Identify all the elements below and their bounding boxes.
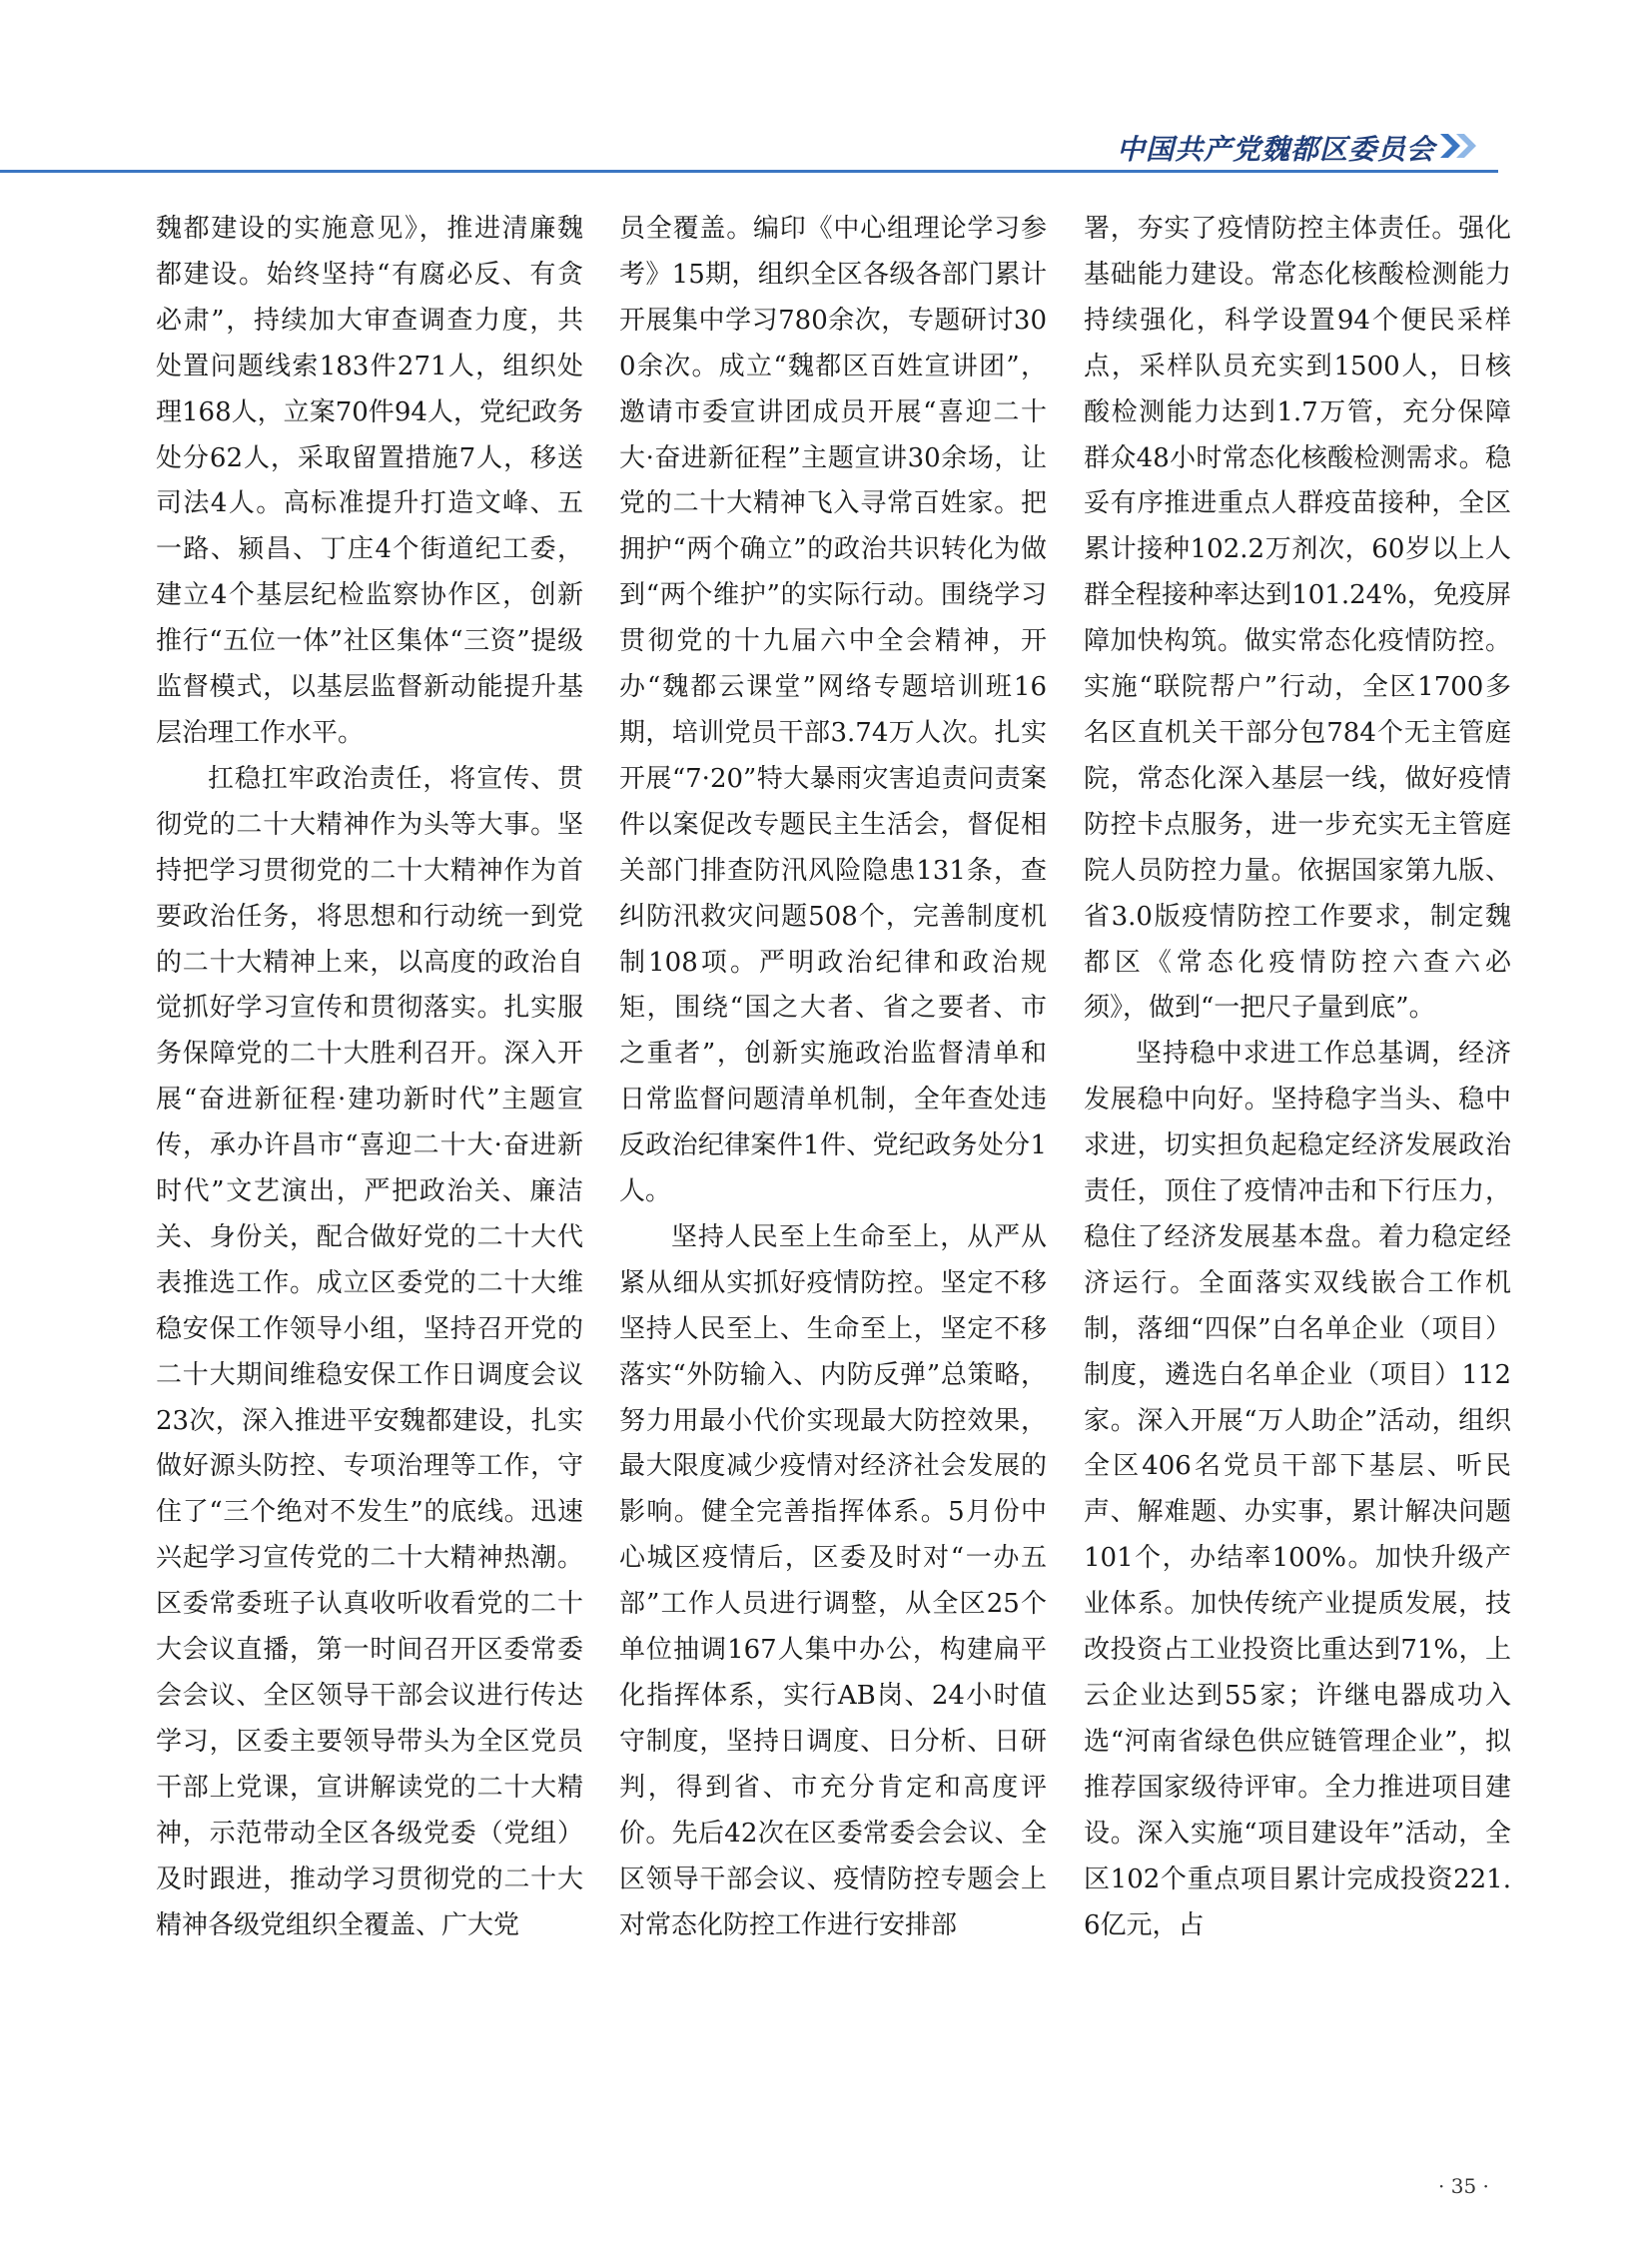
paragraph: 坚持人民至上生命至上，从严从紧从细从实抓好疫情防控。坚定不移坚持人民至上、生命至上，坚定不移落实“外防输入、内防反弹”总策略，努力用最小代价实现最大防控效果，最大限度减少疫情对经济社会发展的影响。健全完善指挥体系。5月份中心城区疫情后，区委及时对“一办五部”工作人员进行调整，从全区25个单位抽调167人集中办公，构建扁平化指挥体系，实行AB岗、24小时值守制度，坚持日调度、日分析、日研判，得到省、市充分肯定和高度评价。先后42次在区委常委会会议、全区领导干部会议、疫情防控专题会上对常态化防控工作进行安排部 — [619, 1221, 1047, 1940]
header-rule — [0, 170, 1498, 173]
header-title: 中国共产党魏都区委员会 — [1117, 133, 1436, 166]
paragraph: 署，夯实了疫情防控主体责任。强化基础能力建设。常态化核酸检测能力持续强化，科学设置94个便民采样点，采样队员充实到1500人，日核酸检测能力达到1.7万管，充分保障群众48小时常态化核酸检测需求。稳妥有序推进重点人群疫苗接种，全区累计接种102.2万剂次，60岁以上人群全程接种率达到101.24%，免疫屏障加快构筑。做实常态化疫情防控。实施“联院帮户”行动，全区1700多名区直机关干部分包784个无主管庭院，常态化深入基层一线，做好疫情防控卡点服务，进一步充实无主管庭院人员防控力量。依据国家第九版、省3.0版疫情防控工作要求，制定魏都区《常态化疫情防控六查六必须》，做到“一把尺子量到底”。 — [1084, 214, 1511, 1024]
double-chevron-right-icon — [1438, 130, 1482, 162]
page-number: · 35 · — [1438, 2174, 1489, 2198]
paragraph: 魏都建设的实施意见》，推进清廉魏都建设。始终坚持“有腐必反、有贪必肃”，持续加大审查调查力度，共处置问题线索183件271人，组织处理168人，立案70件94人，党纪政务处分62人，采取留置措施7人，移送司法4人。高标准提升打造文峰、五一路、颍昌、丁庄4个街道纪工委，建立4个基层纪检监察协作区，创新推行“五位一体”社区集体“三资”提级监督模式，以基层监督新动能提升基层治理工作水平。 — [156, 214, 583, 748]
text-column-2 — [619, 207, 1047, 2084]
text-column-3 — [1084, 207, 1511, 2084]
paragraph: 坚持稳中求进工作总基调，经济发展稳中向好。坚持稳字当头、稳中求进，切实担负起稳定经济发展政治责任，顶住了疫情冲击和下行压力，稳住了经济发展基本盘。着力稳定经济运行。全面落实双线嵌合工作机制，落细“四保”白名单企业（项目）制度，遴选白名单企业（项目）112家。深入开展“万人助企”活动，组织全区406名党员干部下基层、听民声、解难题、办实事，累计解决问题101个，办结率100%。加快升级产业体系。加快传统产业提质发展，技改投资占工业投资比重达到71%，上云企业达到55家；许继电器成功入选“河南省绿色供应链管理企业”，拟推荐国家级待评审。全力推进项目建设。深入实施“项目建设年”活动，全区102个重点项目累计完成投资221.6亿元，占 — [1084, 1039, 1511, 1940]
paragraph: 扛稳扛牢政治责任，将宣传、贯彻党的二十大精神作为头等大事。坚持把学习贯彻党的二十大精神作为首要政治任务，将思想和行动统一到党的二十大精神上来，以高度的政治自觉抓好学习宣传和贯彻落实。扎实服务保障党的二十大胜利召开。深入开展“奋进新征程·建功新时代”主题宣传，承办许昌市“喜迎二十大·奋进新时代”文艺演出，严把政治关、廉洁关、身份关，配合做好党的二十大代表推选工作。成立区委党的二十大维稳安保工作领导小组，坚持召开党的二十大期间维稳安保工作日调度会议23次，深入推进平安魏都建设，扎实做好源头防控、专项治理等工作，守住了“三个绝对不发生”的底线。迅速兴起学习宣传党的二十大精神热潮。区委常委班子认真收听收看党的二十大会议直播，第一时间召开区委常委会会议、全区领导干部会议进行传达学习，区委主要领导带头为全区党员干部上党课，宣讲解读党的二十大精神，示范带动全区各级党委（党组）及时跟进，推动学习贯彻党的二十大精神各级党组织全覆盖、广大党 — [156, 763, 583, 1940]
text-column-1 — [156, 207, 583, 2084]
paragraph: 员全覆盖。编印《中心组理论学习参考》15期，组织全区各级各部门累计开展集中学习780余次，专题研讨300余次。成立“魏都区百姓宣讲团”，邀请市委宣讲团成员开展“喜迎二十大·奋进新征程”主题宣讲30余场，让党的二十大精神飞入寻常百姓家。把拥护“两个确立”的政治共识转化为做到“两个维护”的实际行动。围绕学习贯彻党的十九届六中全会精神，开办“魏都云课堂”网络专题培训班16期，培训党员干部3.74万人次。扎实开展“7·20”特大暴雨灾害追责问责案件以案促改专题民主生活会，督促相关部门排查防汛风险隐患131条，查纠防汛救灾问题508个，完善制度机制108项。严明政治纪律和政治规矩，围绕“国之大者、省之要者、市之重者”，创新实施政治监督清单和日常监督问题清单机制，全年查处违反政治纪律案件1件、党纪政务处分1人。 — [619, 214, 1047, 1207]
